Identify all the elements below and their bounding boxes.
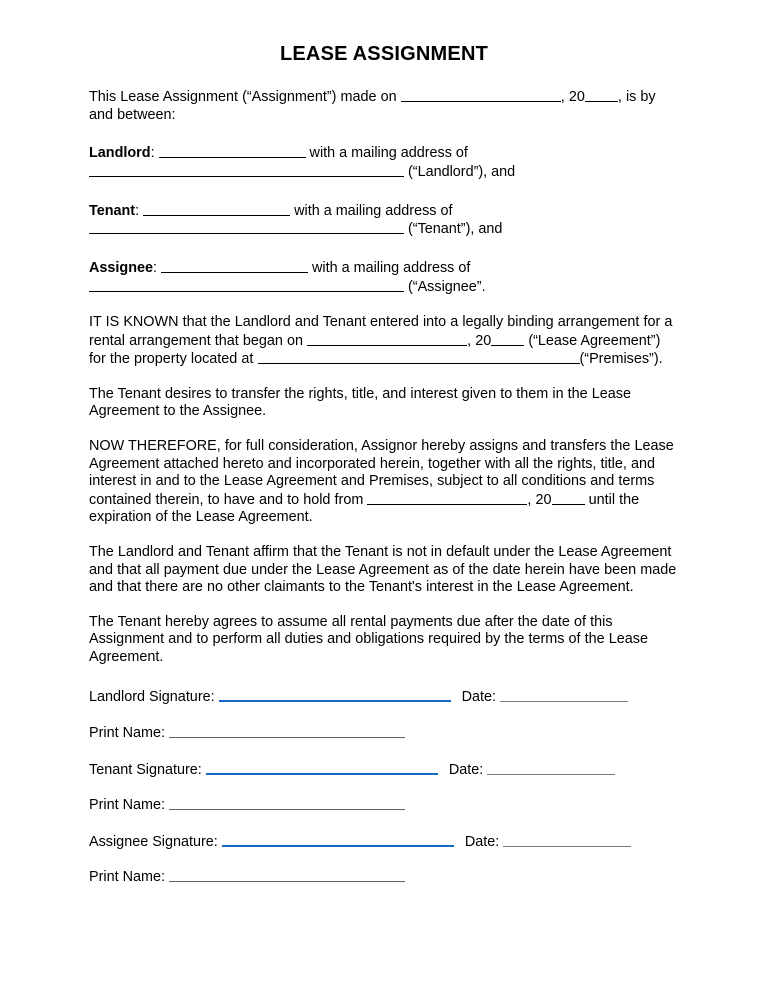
known-text-part2: , 20 <box>467 332 492 349</box>
assignee-label: Assignee <box>89 260 153 277</box>
assignee-signature-row <box>89 833 679 852</box>
signature-section <box>89 688 679 887</box>
assignee-signature-line[interactable] <box>222 833 454 847</box>
known-text-part1: IT IS KNOWN that the Landlord and Tenant entered into a legally binding arrangement for a rental arrangement that began on <box>89 313 673 349</box>
landlord-label: Landlord <box>89 145 151 162</box>
party-block-tenant <box>89 202 679 240</box>
assignee-address-line <box>89 278 679 297</box>
tenant-print-name-line[interactable] <box>169 797 405 810</box>
known-text-part4: (“Premises”). <box>579 351 663 368</box>
hold-from-date-blank[interactable] <box>367 491 527 505</box>
clause-tenant-desires: The Tenant desires to transfer the rights, title, and interest given to them in the Lease Agreement to the Assignee. <box>89 385 631 420</box>
tenant-address-line <box>89 220 679 239</box>
agreement-date-blank[interactable] <box>401 88 561 102</box>
assignee-colon: : <box>153 260 157 277</box>
landlord-defined-term: (“Landlord”), and <box>404 163 516 180</box>
landlord-mailing-text: with a mailing address of <box>305 145 468 162</box>
landlord-signature-label: Landlord Signature: <box>89 689 215 706</box>
tenant-date-label: Date: <box>448 761 484 778</box>
known-text-part3: (“Lease Agreement”) for the property located at <box>89 332 661 368</box>
assignee-name-line <box>89 259 679 278</box>
intro-paragraph <box>89 88 679 124</box>
landlord-print-name-line[interactable] <box>169 725 405 738</box>
assignee-print-name-label: Print Name: <box>89 869 165 886</box>
landlord-name-line <box>89 144 679 163</box>
landlord-signature-line[interactable] <box>219 688 451 702</box>
tenant-colon: : <box>135 202 140 219</box>
landlord-date-line[interactable] <box>500 689 628 702</box>
premises-address-blank[interactable] <box>258 350 580 364</box>
agreement-year-blank[interactable] <box>585 88 618 102</box>
party-block-landlord <box>89 144 679 182</box>
landlord-signature-row <box>89 688 679 707</box>
tenant-mailing-text: with a mailing address of <box>290 202 453 219</box>
assignee-print-name-line[interactable] <box>169 869 405 882</box>
now-therefore-part1: NOW THEREFORE, for full consideration, Assignor hereby assigns and transfers the Lease Agreement attached hereto and incorporated herein, together with all the rights, title, and interest in and to the Lease Agreement and Premises, subject to all conditions and terms contained therein, to have and to hold from <box>89 437 674 508</box>
landlord-address-blank[interactable] <box>89 163 404 177</box>
assignee-mailing-text: with a mailing address of <box>308 260 471 277</box>
intro-text-after-year: , is by and between: <box>89 89 656 123</box>
now-therefore-part3: until the expiration of the Lease Agreement. <box>89 491 640 526</box>
lease-start-date-blank[interactable] <box>307 332 467 346</box>
clause-assumption: The Tenant hereby agrees to assume all rental payments due after the date of this Assignment and to perform all duties and obligations required by the terms of the Lease Agreement. <box>89 613 648 665</box>
assignee-date-line[interactable] <box>503 834 631 847</box>
landlord-print-name-row <box>89 725 679 743</box>
tenant-address-blank[interactable] <box>89 220 404 234</box>
clause-it-is-known <box>89 314 679 369</box>
tenant-signature-label: Tenant Signature: <box>89 761 202 778</box>
assignee-print-name-row <box>89 869 679 887</box>
tenant-signature-row <box>89 761 679 780</box>
tenant-date-line[interactable] <box>487 762 615 775</box>
clause-affirmation: The Landlord and Tenant affirm that the Tenant is not in default under the Lease Agreement and that all payment due under the Lease Agreement as of the date herein have been made and that there are no other claimants to the Tenant's interest in the Lease Agreement. <box>89 543 677 596</box>
lease-start-year-blank[interactable] <box>491 332 524 346</box>
tenant-signature-line[interactable] <box>206 761 438 775</box>
assignee-date-label: Date: <box>464 833 500 850</box>
tenant-print-name-row <box>89 797 679 815</box>
party-block-assignee <box>89 259 679 297</box>
tenant-label: Tenant <box>89 202 136 219</box>
assignee-signature-label: Assignee Signature: <box>89 833 218 850</box>
now-therefore-part2: , 20 <box>527 491 552 508</box>
landlord-address-line <box>89 163 679 182</box>
intro-text-before-date: This Lease Assignment (“Assignment”) made on <box>89 89 401 105</box>
tenant-print-name-label: Print Name: <box>89 797 165 814</box>
landlord-colon: : <box>150 145 155 162</box>
page-title: LEASE ASSIGNMENT <box>279 43 489 65</box>
assignee-name-blank[interactable] <box>161 259 308 273</box>
clause-now-therefore <box>89 438 679 527</box>
intro-text-after-date: , 20 <box>560 89 585 105</box>
landlord-date-label: Date: <box>461 689 497 706</box>
landlord-name-blank[interactable] <box>159 144 306 158</box>
assignee-address-blank[interactable] <box>89 278 404 292</box>
tenant-name-blank[interactable] <box>143 202 290 216</box>
assignee-defined-term: (“Assignee”. <box>404 278 486 295</box>
tenant-name-line <box>89 202 679 221</box>
landlord-print-name-label: Print Name: <box>89 725 165 742</box>
tenant-defined-term: (“Tenant”), and <box>404 221 503 238</box>
hold-from-year-blank[interactable] <box>552 491 585 505</box>
